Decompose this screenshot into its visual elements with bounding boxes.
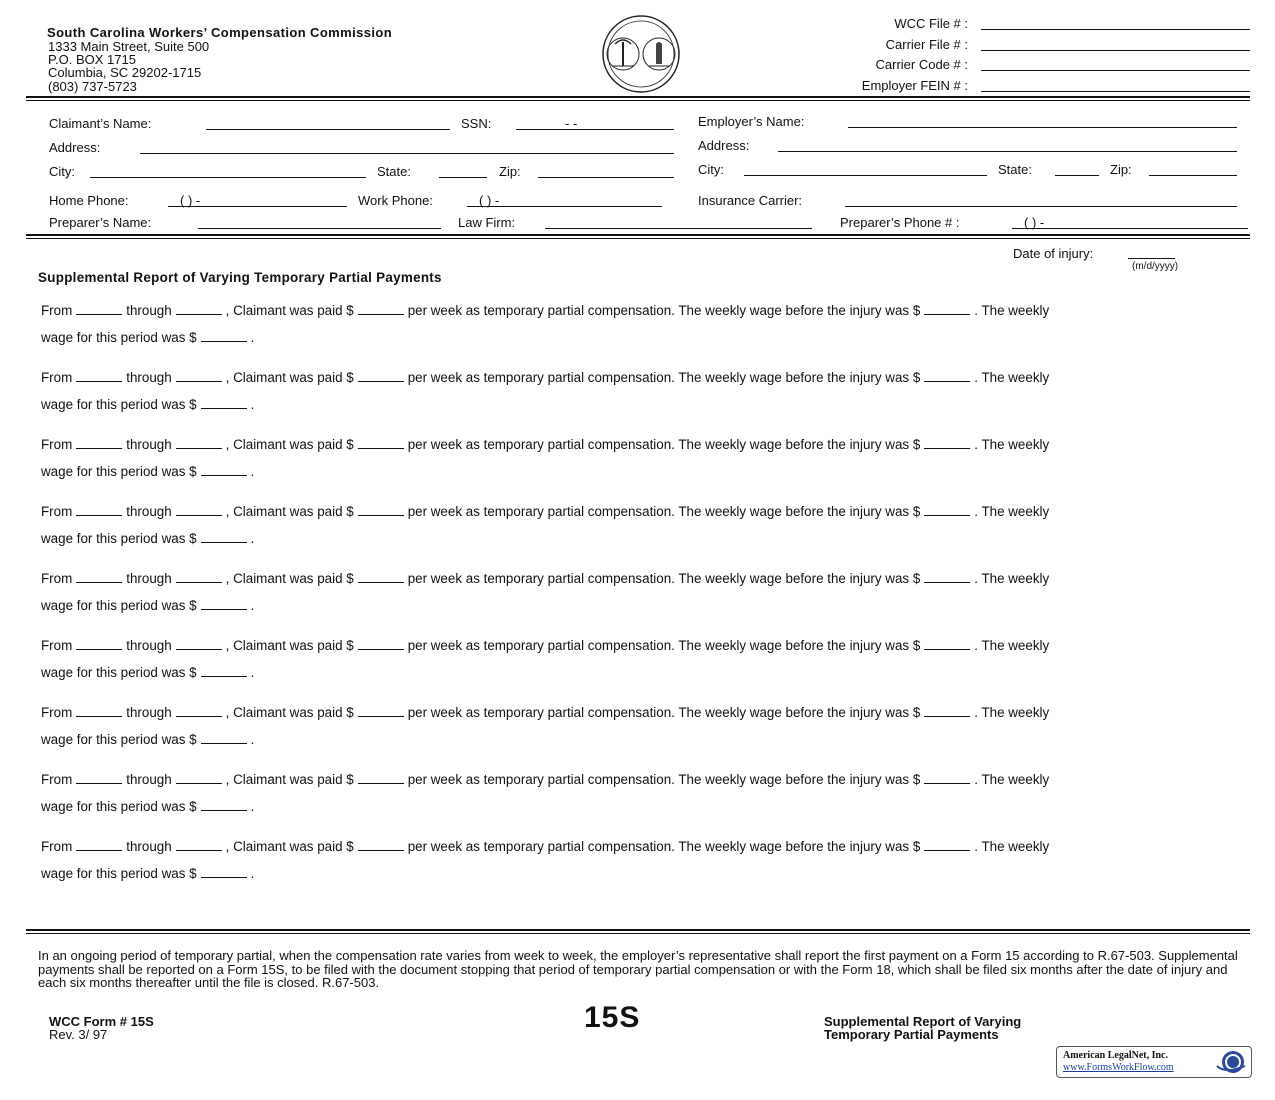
- through-date-field[interactable]: [176, 302, 222, 315]
- period-wage-field[interactable]: [201, 731, 247, 744]
- from-date-field[interactable]: [76, 637, 122, 650]
- period-wage-field[interactable]: [201, 865, 247, 878]
- footer-title-line-1: Supplemental Report of Varying: [824, 1014, 1022, 1029]
- entry-text: From: [41, 437, 73, 452]
- weekly-paid-field[interactable]: [358, 570, 404, 583]
- entry-text: .: [250, 598, 255, 613]
- info-rule: [26, 234, 1250, 236]
- through-date-field[interactable]: [176, 503, 222, 516]
- footer-rule: [26, 929, 1250, 931]
- employer-address-field[interactable]: [778, 151, 1237, 152]
- entry-text: through: [126, 571, 172, 586]
- preparer-name-field[interactable]: [198, 228, 441, 229]
- employer-city-field[interactable]: [744, 175, 987, 176]
- entry-text: . The weekly: [974, 705, 1050, 720]
- payment-entry: [37, 297, 1242, 351]
- date-format-hint: (m/d/yyyy): [1132, 261, 1179, 272]
- instructions-text: In an ongoing period of temporary partial, when the compensation rate varies from week to week, the employer’s representative shall report the first payment on a Form 15 according to R.67-503. Supplemental payments shall be reported on a Form 15S, to be filed with the document stopping that period of temporary partial compensation or with the Form 18, which shall be filed six months after the date of injury and each six months thereafter until the file is closed. R.67-503.: [38, 948, 1238, 990]
- carrier-code-field[interactable]: [981, 70, 1250, 71]
- work-phone-label: Work Phone:: [358, 193, 433, 208]
- entry-text: , Claimant was paid $: [225, 705, 354, 720]
- law-firm-label: Law Firm:: [458, 215, 516, 230]
- entry-text: .: [250, 732, 255, 747]
- entry-text: through: [126, 772, 172, 787]
- claimant-name-field[interactable]: [206, 129, 450, 130]
- insurance-carrier-field[interactable]: [845, 206, 1237, 207]
- home-phone-label: Home Phone:: [49, 193, 129, 208]
- date-of-injury-label: Date of injury:: [1013, 246, 1094, 261]
- employer-zip-field[interactable]: [1149, 175, 1237, 176]
- weekly-paid-field[interactable]: [358, 771, 404, 784]
- entry-text: through: [126, 437, 172, 452]
- claimant-state-field[interactable]: [439, 177, 487, 178]
- claimant-address-label: Address:: [49, 140, 101, 155]
- section-title: Supplemental Report of Varying Temporary Partial Payments: [38, 270, 442, 285]
- employer-fein-label: Employer FEIN # :: [861, 78, 968, 93]
- weekly-paid-field[interactable]: [358, 436, 404, 449]
- state-seal-icon: [582, 14, 700, 94]
- from-date-field[interactable]: [76, 771, 122, 784]
- big-form-code: 15S: [584, 1001, 641, 1034]
- weekly-paid-field[interactable]: [358, 838, 404, 851]
- entry-text: .: [250, 464, 255, 479]
- period-wage-field[interactable]: [201, 597, 247, 610]
- entry-text: per week as temporary partial compensation. The weekly wage before the injury was $: [407, 504, 921, 519]
- employer-state-field[interactable]: [1055, 175, 1099, 176]
- entry-text: per week as temporary partial compensation. The weekly wage before the injury was $: [407, 705, 921, 720]
- entry-text: . The weekly: [974, 571, 1050, 586]
- employer-zip-label: Zip:: [1110, 162, 1132, 177]
- entry-text: . The weekly: [974, 504, 1050, 519]
- pre-injury-wage-field[interactable]: [924, 503, 970, 516]
- header-rule: [26, 96, 1250, 98]
- entry-text: From: [41, 638, 73, 653]
- vendor-globe-icon: [1215, 1048, 1249, 1076]
- insurance-carrier-label: Insurance Carrier:: [698, 193, 803, 208]
- claimant-city-label: City:: [49, 164, 75, 179]
- pre-injury-wage-field[interactable]: [924, 838, 970, 851]
- work-phone-format: ( ) -: [479, 193, 500, 208]
- entry-text: .: [250, 665, 255, 680]
- entry-text: per week as temporary partial compensation. The weekly wage before the injury was $: [407, 772, 921, 787]
- entry-text: .: [250, 330, 255, 345]
- wcc-file-label: WCC File # :: [894, 16, 968, 31]
- vendor-link[interactable]: www.FormsWorkFlow.com: [1063, 1062, 1174, 1073]
- entry-text: From: [41, 839, 73, 854]
- carrier-code-label: Carrier Code # :: [875, 57, 968, 72]
- entry-text: through: [126, 638, 172, 653]
- entry-text: , Claimant was paid $: [225, 437, 354, 452]
- entry-text: wage for this period was $: [41, 866, 197, 881]
- form-id-block: [49, 1015, 154, 1041]
- from-date-field[interactable]: [76, 369, 122, 382]
- entry-text: From: [41, 504, 73, 519]
- from-date-field[interactable]: [76, 570, 122, 583]
- info-rule-thin: [26, 238, 1250, 239]
- entry-text: through: [126, 303, 172, 318]
- footer-title-block: [824, 1015, 1021, 1041]
- carrier-file-label: Carrier File # :: [885, 37, 968, 52]
- entry-text: wage for this period was $: [41, 464, 197, 479]
- employer-fein-field[interactable]: [981, 91, 1250, 92]
- vendor-logo[interactable]: [1056, 1046, 1252, 1078]
- through-date-field[interactable]: [176, 369, 222, 382]
- entry-text: From: [41, 370, 73, 385]
- period-wage-field[interactable]: [201, 463, 247, 476]
- period-wage-field[interactable]: [201, 798, 247, 811]
- entry-text: From: [41, 303, 73, 318]
- ssn-field[interactable]: [516, 129, 674, 130]
- pre-injury-wage-field[interactable]: [924, 302, 970, 315]
- entry-text: wage for this period was $: [41, 531, 197, 546]
- pre-injury-wage-field[interactable]: [924, 771, 970, 784]
- entry-text: wage for this period was $: [41, 799, 197, 814]
- ssn-separators: - -: [565, 116, 578, 131]
- claimant-address-field[interactable]: [140, 153, 674, 154]
- payment-entry: [37, 766, 1242, 820]
- employer-name-field[interactable]: [848, 127, 1237, 128]
- entry-text: From: [41, 705, 73, 720]
- pre-injury-wage-field[interactable]: [924, 570, 970, 583]
- entry-text: through: [126, 370, 172, 385]
- period-wage-field[interactable]: [201, 530, 247, 543]
- pre-injury-wage-field[interactable]: [924, 369, 970, 382]
- entry-text: , Claimant was paid $: [225, 772, 354, 787]
- from-date-field[interactable]: [76, 838, 122, 851]
- employer-name-label: Employer’s Name:: [698, 114, 805, 129]
- entry-text: .: [250, 866, 255, 881]
- entry-text: .: [250, 531, 255, 546]
- header-rule-thin: [26, 100, 1250, 101]
- employer-address-label: Address:: [698, 138, 750, 153]
- preparer-phone-field[interactable]: [1012, 228, 1248, 229]
- date-of-injury-field[interactable]: [1128, 258, 1175, 259]
- pre-injury-wage-field[interactable]: [924, 436, 970, 449]
- entry-text: , Claimant was paid $: [225, 504, 354, 519]
- through-date-field[interactable]: [176, 838, 222, 851]
- entry-text: .: [250, 799, 255, 814]
- entry-text: per week as temporary partial compensation. The weekly wage before the injury was $: [407, 839, 921, 854]
- claimant-zip-field[interactable]: [538, 177, 674, 178]
- entry-text: per week as temporary partial compensation. The weekly wage before the injury was $: [407, 437, 921, 452]
- payment-entry: [37, 364, 1242, 418]
- entry-text: per week as temporary partial compensation. The weekly wage before the injury was $: [407, 370, 921, 385]
- pre-injury-wage-field[interactable]: [924, 637, 970, 650]
- claimant-name-label: Claimant’s Name:: [49, 116, 152, 131]
- weekly-paid-field[interactable]: [358, 503, 404, 516]
- preparer-name-label: Preparer’s Name:: [49, 215, 152, 230]
- agency-name: South Carolina Workers’ Compensation Commission: [47, 25, 393, 40]
- through-date-field[interactable]: [176, 436, 222, 449]
- through-date-field[interactable]: [176, 570, 222, 583]
- entry-text: per week as temporary partial compensation. The weekly wage before the injury was $: [407, 303, 921, 318]
- entry-text: , Claimant was paid $: [225, 638, 354, 653]
- payment-entry: [37, 498, 1242, 552]
- weekly-paid-field[interactable]: [358, 302, 404, 315]
- employer-city-label: City:: [698, 162, 724, 177]
- payment-entry: [37, 565, 1242, 619]
- wcc-file-field[interactable]: [981, 29, 1250, 30]
- entry-text: per week as temporary partial compensation. The weekly wage before the injury was $: [407, 638, 921, 653]
- entry-text: .: [250, 397, 255, 412]
- weekly-paid-field[interactable]: [358, 637, 404, 650]
- from-date-field[interactable]: [76, 302, 122, 315]
- footer-title-line-2: Temporary Partial Payments: [824, 1027, 999, 1042]
- through-date-field[interactable]: [176, 704, 222, 717]
- vendor-name: American LegalNet, Inc.: [1063, 1050, 1168, 1061]
- entry-text: through: [126, 839, 172, 854]
- entry-text: through: [126, 504, 172, 519]
- period-wage-field[interactable]: [201, 329, 247, 342]
- form-number: WCC Form # 15S: [49, 1014, 154, 1029]
- entry-text: . The weekly: [974, 772, 1050, 787]
- weekly-paid-field[interactable]: [358, 704, 404, 717]
- footer-rule-thin: [26, 933, 1250, 934]
- entry-text: wage for this period was $: [41, 732, 197, 747]
- period-wage-field[interactable]: [201, 396, 247, 409]
- entry-text: wage for this period was $: [41, 330, 197, 345]
- entry-text: . The weekly: [974, 638, 1050, 653]
- claimant-state-label: State:: [377, 164, 411, 179]
- through-date-field[interactable]: [176, 637, 222, 650]
- from-date-field[interactable]: [76, 704, 122, 717]
- entry-text: wage for this period was $: [41, 665, 197, 680]
- address-line-2: P.O. BOX 1715: [48, 52, 136, 67]
- pre-injury-wage-field[interactable]: [924, 704, 970, 717]
- ssn-label: SSN:: [461, 116, 492, 131]
- entry-text: , Claimant was paid $: [225, 370, 354, 385]
- entry-text: From: [41, 571, 73, 586]
- employer-state-label: State:: [998, 162, 1032, 177]
- entry-text: From: [41, 772, 73, 787]
- from-date-field[interactable]: [76, 503, 122, 516]
- entry-text: , Claimant was paid $: [225, 303, 354, 318]
- payment-entry: [37, 431, 1242, 485]
- preparer-phone-label: Preparer’s Phone # :: [840, 215, 960, 230]
- address-line-3: Columbia, SC 29202-1715: [48, 65, 202, 80]
- entry-text: through: [126, 705, 172, 720]
- carrier-file-field[interactable]: [981, 50, 1250, 51]
- entry-text: . The weekly: [974, 839, 1050, 854]
- entry-text: , Claimant was paid $: [225, 571, 354, 586]
- revision: Rev. 3/ 97: [49, 1027, 108, 1042]
- claimant-zip-label: Zip:: [499, 164, 521, 179]
- entry-text: . The weekly: [974, 303, 1050, 318]
- entry-text: . The weekly: [974, 437, 1050, 452]
- payment-entry: [37, 699, 1242, 753]
- entry-text: per week as temporary partial compensation. The weekly wage before the injury was $: [407, 571, 921, 586]
- entry-text: . The weekly: [974, 370, 1050, 385]
- payment-entry: [37, 632, 1242, 686]
- entry-text: wage for this period was $: [41, 397, 197, 412]
- payment-entry: [37, 833, 1242, 887]
- phone-line: (803) 737-5723: [48, 79, 137, 94]
- period-wage-field[interactable]: [201, 664, 247, 677]
- entry-text: wage for this period was $: [41, 598, 197, 613]
- home-phone-format: ( ) -: [180, 193, 201, 208]
- through-date-field[interactable]: [176, 771, 222, 784]
- from-date-field[interactable]: [76, 436, 122, 449]
- weekly-paid-field[interactable]: [358, 369, 404, 382]
- preparer-phone-format: ( ) -: [1024, 215, 1045, 230]
- address-line-1: 1333 Main Street, Suite 500: [48, 39, 210, 54]
- law-firm-field[interactable]: [545, 228, 812, 229]
- entry-text: , Claimant was paid $: [225, 839, 354, 854]
- claimant-city-field[interactable]: [90, 177, 366, 178]
